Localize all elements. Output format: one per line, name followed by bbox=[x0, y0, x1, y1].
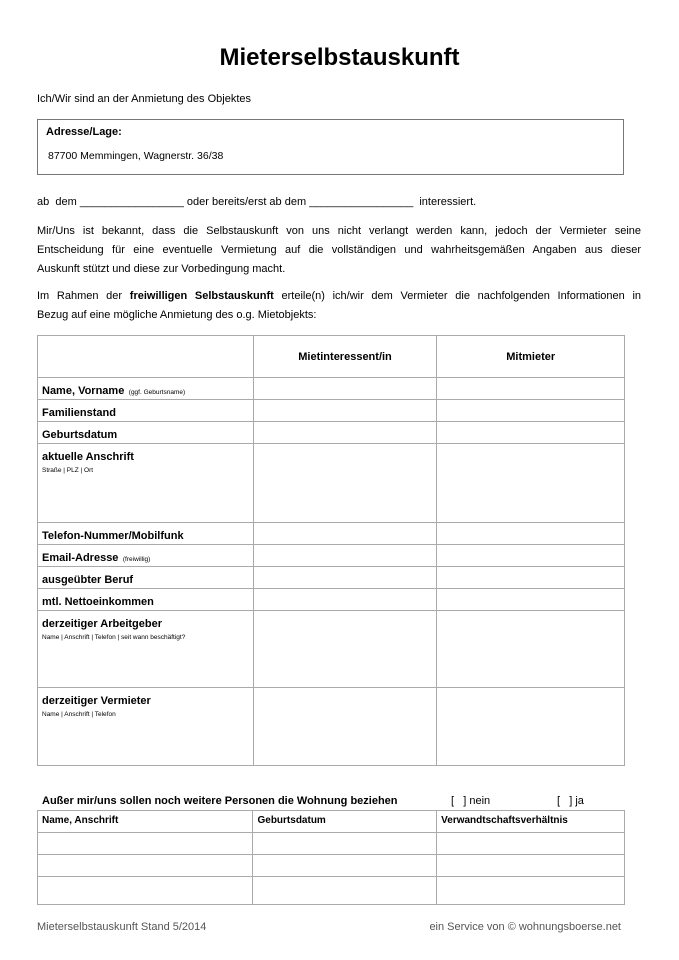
option-no-checkbox[interactable]: [ ] nein bbox=[451, 795, 491, 807]
table-row bbox=[38, 877, 625, 905]
input-cell[interactable] bbox=[253, 400, 437, 422]
table-row bbox=[38, 589, 625, 611]
input-cell[interactable] bbox=[437, 688, 625, 766]
voluntary-line bbox=[37, 287, 641, 306]
additional-persons-table bbox=[37, 810, 625, 905]
input-cell[interactable] bbox=[437, 589, 625, 611]
address-value: 87700 Memmingen, Wagnerstr. 36/38 bbox=[48, 150, 224, 162]
voluntary-bold: freiwilligen Selbstauskunft bbox=[129, 290, 274, 302]
input-cell[interactable] bbox=[38, 833, 253, 855]
input-cell[interactable] bbox=[38, 877, 253, 905]
header-relationship: Verwandtschaftsverhältnis bbox=[437, 811, 625, 833]
footer-right: ein Service von © wohnungsboerse.net bbox=[429, 921, 621, 933]
row-label-name: Name, Vorname (ggf. Geburtsname) bbox=[38, 378, 254, 400]
date-middle: oder bereits/erst ab dem bbox=[186, 196, 307, 208]
persons-header-row bbox=[38, 811, 625, 833]
table-row bbox=[38, 855, 625, 877]
row-label-phone: Telefon-Nummer/Mobilfunk bbox=[38, 523, 254, 545]
voluntary-paragraph bbox=[37, 287, 641, 325]
input-cell[interactable] bbox=[437, 567, 625, 589]
input-cell[interactable] bbox=[253, 523, 437, 545]
table-row bbox=[38, 523, 625, 545]
input-cell[interactable] bbox=[437, 444, 625, 523]
input-cell[interactable] bbox=[253, 855, 437, 877]
input-cell[interactable] bbox=[253, 833, 437, 855]
row-label-current-address: aktuelle Anschrift Straße | PLZ | Ort bbox=[38, 444, 254, 523]
input-cell[interactable] bbox=[253, 378, 437, 400]
row-label-employer: derzeitiger Arbeitgeber Name | Anschrift | Telefon | seit wann beschäftigt? bbox=[38, 611, 254, 688]
table-row bbox=[38, 611, 625, 688]
row-label-birthdate: Geburtsdatum bbox=[38, 422, 254, 444]
input-cell[interactable] bbox=[437, 877, 625, 905]
row-label-landlord: derzeitiger Vermieter Name | Anschrift | Telefon bbox=[38, 688, 254, 766]
date-blank-from[interactable]: _________________ bbox=[79, 196, 184, 208]
table-row bbox=[38, 545, 625, 567]
input-cell[interactable] bbox=[253, 611, 437, 688]
row-label-occupation: ausgeübter Beruf bbox=[38, 567, 254, 589]
additional-persons-question: Außer mir/uns sollen noch weitere Personen die Wohnung beziehen bbox=[42, 795, 398, 807]
column-header-applicant: Mietinteressent/in bbox=[253, 336, 437, 378]
input-cell[interactable] bbox=[437, 523, 625, 545]
input-cell[interactable] bbox=[437, 378, 625, 400]
page-title: Mieterselbstauskunft bbox=[219, 44, 460, 71]
table-row bbox=[38, 567, 625, 589]
date-line bbox=[37, 196, 476, 208]
header-name-address: Name, Anschrift bbox=[38, 811, 253, 833]
disclaimer-paragraph bbox=[37, 222, 641, 279]
table-row bbox=[38, 688, 625, 766]
disclaimer-line: Entscheidung für eine eventuelle Vermietung auf die vollständigen und wahrheitsgemäßen Angaben aus dieser bbox=[37, 244, 641, 256]
option-yes-checkbox[interactable]: [ ] ja bbox=[557, 795, 584, 807]
row-label-net-income: mtl. Nettoeinkommen bbox=[38, 589, 254, 611]
voluntary-post: erteile(n) ich/wir dem Vermieter die nachfolgenden Informationen in bbox=[281, 290, 642, 302]
row-label-email: Email-Adresse (freiwillig) bbox=[38, 545, 254, 567]
input-cell[interactable] bbox=[253, 688, 437, 766]
footer-left: Mieterselbstauskunft Stand 5/2014 bbox=[37, 921, 207, 933]
date-prefix: ab dem bbox=[37, 196, 77, 208]
address-box bbox=[37, 119, 624, 175]
table-row bbox=[38, 378, 625, 400]
row-label-marital-status: Familienstand bbox=[38, 400, 254, 422]
intro-text: Ich/Wir sind an der Anmietung des Objektes bbox=[37, 93, 251, 105]
disclaimer-line: Mir/Uns ist bekannt, dass die Selbstauskunft von uns nicht verlangt werden kann, jedoch der Vermieter seine bbox=[37, 225, 641, 237]
table-row bbox=[38, 422, 625, 444]
input-cell[interactable] bbox=[253, 589, 437, 611]
input-cell[interactable] bbox=[253, 444, 437, 523]
input-cell[interactable] bbox=[253, 422, 437, 444]
input-cell[interactable] bbox=[38, 855, 253, 877]
voluntary-pre: Im Rahmen der bbox=[37, 290, 123, 302]
table-row bbox=[38, 444, 625, 523]
input-cell[interactable] bbox=[437, 545, 625, 567]
header-birthdate: Geburtsdatum bbox=[253, 811, 437, 833]
column-header-cotenant: Mitmieter bbox=[437, 336, 625, 378]
input-cell[interactable] bbox=[253, 545, 437, 567]
address-label: Adresse/Lage: bbox=[46, 126, 122, 138]
input-cell[interactable] bbox=[253, 567, 437, 589]
tenant-info-table bbox=[37, 335, 625, 766]
input-cell[interactable] bbox=[437, 422, 625, 444]
input-cell[interactable] bbox=[437, 833, 625, 855]
date-blank-until[interactable]: _________________ bbox=[309, 196, 414, 208]
table-row bbox=[38, 833, 625, 855]
table-row bbox=[38, 400, 625, 422]
input-cell[interactable] bbox=[437, 400, 625, 422]
table-corner-cell bbox=[38, 336, 254, 378]
disclaimer-line: Auskunft stützt und diese zur Vorbedingung macht. bbox=[37, 263, 286, 275]
voluntary-line: Bezug auf eine mögliche Anmietung des o.g. Mietobjekts: bbox=[37, 309, 317, 321]
table-header-row bbox=[38, 336, 625, 378]
input-cell[interactable] bbox=[437, 611, 625, 688]
input-cell[interactable] bbox=[253, 877, 437, 905]
date-suffix: interessiert. bbox=[419, 196, 477, 208]
input-cell[interactable] bbox=[437, 855, 625, 877]
